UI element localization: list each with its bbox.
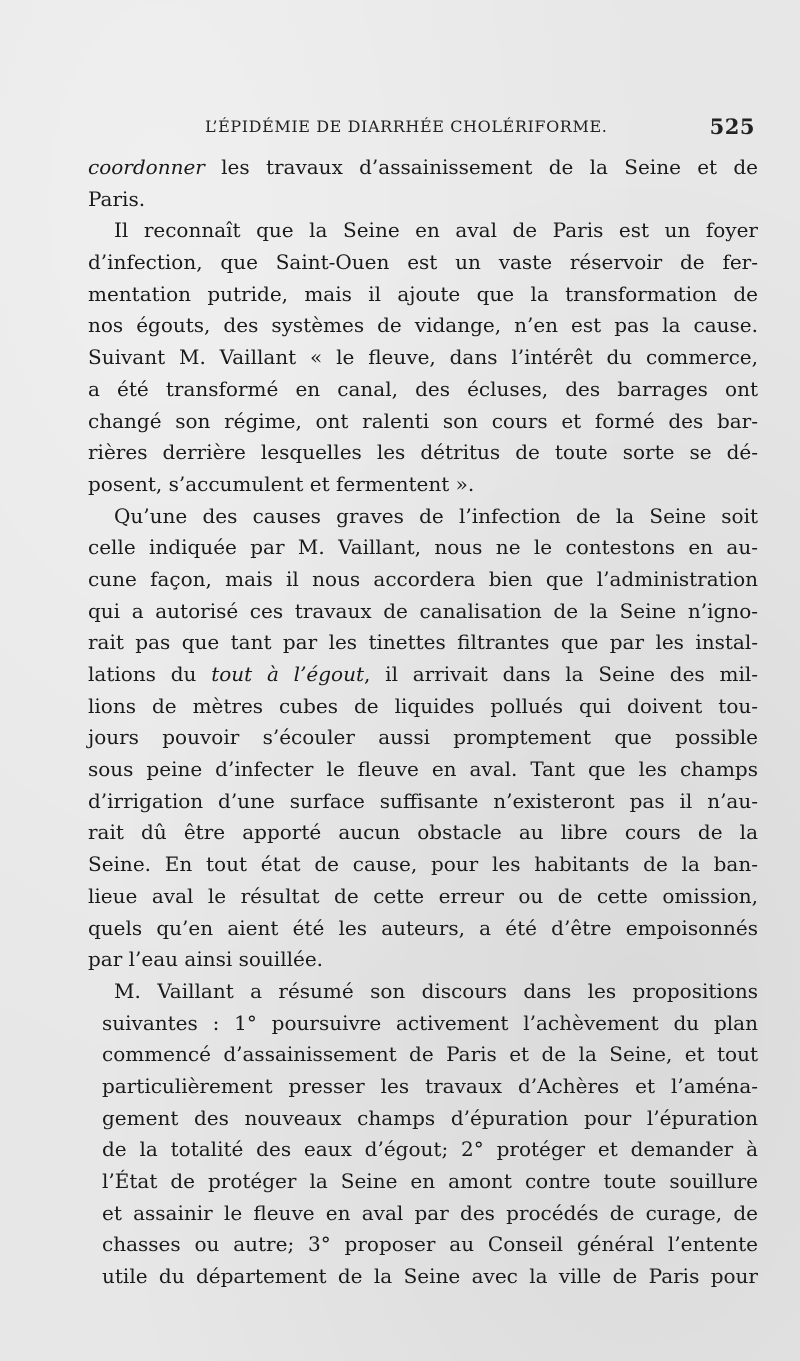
text-run: Paris. <box>88 186 146 211</box>
text-run: lieue aval le résultat de cette erreur ou de cette omission, <box>88 883 758 908</box>
text-run: celle indiquée par M. Vaillant, nous ne le contestons en au- <box>88 535 758 560</box>
page-number: 525 <box>709 114 755 139</box>
text-run: et assainir le fleuve en aval par des procédés de curage, de <box>102 1200 758 1225</box>
text-line <box>88 1039 758 1071</box>
text-line <box>88 406 758 438</box>
text-line <box>88 881 758 913</box>
text-run: utile du département de la Seine avec la ville de Paris pour <box>102 1264 758 1289</box>
text-run: a été transformé en canal, des écluses, des barrages ont <box>88 376 758 401</box>
text-line <box>88 976 758 1008</box>
text-run: cune façon, mais il nous accordera bien que l’administration <box>88 566 758 591</box>
running-header <box>205 114 755 141</box>
text-line <box>88 374 758 406</box>
text-run: jours pouvoir s’écouler aussi promptement que possible <box>88 725 758 750</box>
text-line <box>88 1261 758 1293</box>
text-run: rières derrière lesquelles les détritus de toute sorte se dé- <box>88 440 758 465</box>
text-line <box>88 817 758 849</box>
text-run: rait pas que tant par les tinettes filtrantes que par les instal- <box>88 630 758 655</box>
text-line <box>88 1008 758 1040</box>
italic-phrase: coordonner <box>88 155 205 179</box>
running-title: L’ÉPIDÉMIE DE DIARRHÉE CHOLÉRIFORME. <box>205 117 608 136</box>
text-line <box>88 310 758 342</box>
text-run: posent, s’accumulent et fermentent ». <box>88 471 475 496</box>
text-line <box>88 944 758 976</box>
text-line <box>88 1198 758 1230</box>
text-run: nos égouts, des systèmes de vidange, n’en est pas la cause. <box>88 313 758 338</box>
text-line <box>88 627 758 659</box>
text-run: commencé d’assainissement de Paris et de la Seine, et tout <box>102 1042 758 1067</box>
body-text <box>88 152 758 1293</box>
text-run: particulièrement presser les travaux d’Achères et l’aména- <box>102 1073 758 1098</box>
text-line <box>88 247 758 279</box>
text-run: M. Vaillant a résumé son discours dans les propositions <box>114 978 758 1003</box>
text-line <box>88 849 758 881</box>
text-run: d’infection, que Saint-Ouen est un vaste réservoir de fer- <box>88 250 758 275</box>
text-run: Il reconnaît que la Seine en aval de Paris est un foyer <box>114 218 758 243</box>
text-run: les travaux d’assainissement de la Seine et de <box>204 155 758 179</box>
text-run: lations du <box>88 662 212 686</box>
text-run: gement des nouveaux champs d’épuration pour l’épuration <box>102 1105 758 1130</box>
text-run: par l’eau ainsi souillée. <box>88 947 324 972</box>
italic-phrase: tout à l’égout <box>211 662 365 686</box>
text-run: Suivant M. Vaillant « le fleuve, dans l’intérêt du commerce, <box>88 345 758 370</box>
text-line <box>88 532 758 564</box>
text-run: mentation putride, mais il ajoute que la transformation de <box>88 281 758 306</box>
text-run: lions de mètres cubes de liquides pollués qui doivent tou- <box>88 693 758 718</box>
text-run: rait dû être apporté aucun obstacle au libre cours de la <box>88 820 758 845</box>
text-line <box>88 342 758 374</box>
text-line <box>88 786 758 818</box>
text-run: qui a autorisé ces travaux de canalisation de la Seine n’igno- <box>88 598 758 623</box>
text-line <box>88 754 758 786</box>
text-line <box>88 596 758 628</box>
text-line <box>88 501 758 533</box>
text-run: Seine. En tout état de cause, pour les habitants de la ban- <box>88 852 758 877</box>
text-run: Qu’une des causes graves de l’infection de la Seine soit <box>114 503 758 528</box>
text-line <box>88 184 758 216</box>
text-run: changé son régime, ont ralenti son cours et formé des bar- <box>88 408 758 433</box>
text-line <box>88 1229 758 1261</box>
text-line <box>88 152 758 184</box>
text-line <box>88 1071 758 1103</box>
text-run: d’irrigation d’une surface suffisante n’existeront pas il n’au- <box>88 788 758 813</box>
text-run: chasses ou autre; 3° proposer au Conseil général l’entente <box>102 1232 758 1257</box>
text-line <box>88 659 758 691</box>
text-line <box>88 469 758 501</box>
text-line <box>88 564 758 596</box>
text-run: , il arrivait dans la Seine des mil- <box>364 662 758 686</box>
text-line <box>88 1134 758 1166</box>
text-line <box>88 437 758 469</box>
text-line <box>88 279 758 311</box>
text-line <box>88 913 758 945</box>
text-line <box>88 215 758 247</box>
text-run: l’État de protéger la Seine en amont contre toute souillure <box>102 1169 758 1193</box>
text-line <box>88 722 758 754</box>
text-line <box>88 1166 758 1198</box>
text-line <box>88 691 758 723</box>
text-run: suivantes : 1° poursuivre activement l’achèvement du plan <box>102 1010 758 1035</box>
text-line <box>88 1103 758 1135</box>
text-run: sous peine d’infecter le fleuve en aval. Tant que les champs <box>88 757 758 782</box>
text-run: quels qu’en aient été les auteurs, a été d’être empoisonnés <box>88 915 758 940</box>
text-run: de la totalité des eaux d’égout; 2° protéger et demander à <box>102 1137 758 1162</box>
